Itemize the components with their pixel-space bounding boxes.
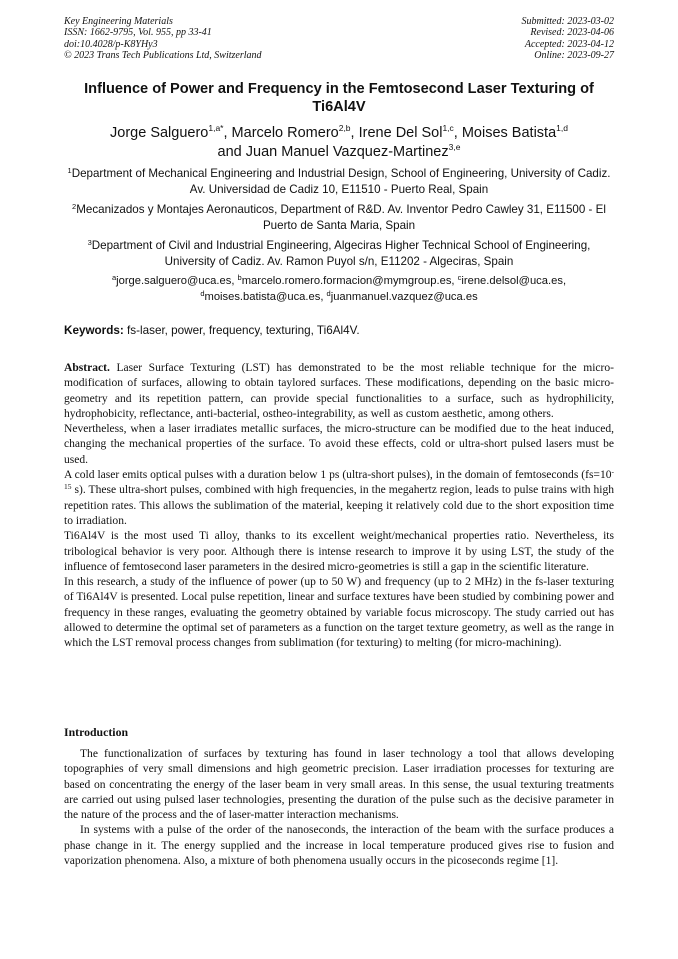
paper-title: Influence of Power and Frequency in the Femtosecond Laser Texturing of Ti6Al4V (84, 81, 594, 115)
date-online: Online: 2023-09-27 (534, 50, 614, 62)
publication-dates (522, 16, 615, 62)
keywords-label: Keywords: (64, 324, 124, 337)
author-affiliation-mark: 1,d (556, 123, 568, 133)
abstract-paragraph (64, 361, 614, 422)
affiliation-text: Department of Mechanical Engineering and Industrial Design, School of Engineering, University of Cadiz. Av. Universidad de Cadiz 10, E11510 - Puerto Real, Spain (71, 167, 611, 196)
author-affiliation-mark: 1,a* (208, 123, 224, 133)
affiliation-1 (64, 166, 614, 197)
email-link[interactable]: juanmanuel.vazquez@uca.es (330, 290, 478, 303)
email-link[interactable]: irene.delsol@uca.es (461, 275, 563, 287)
abstract-paragraph: In this research, a study of the influence of power (up to 50 W) and frequency (up to 2 MHz) in the fs-laser texturing of Ti6Al4V is presented. Local pulse repetition, linear and surface textures have been studied by combining power and frequency in these ranges, evaluating the geometry obtained by variable focus microscopy. The study carried out has allowed to determine the optimal set of parameters as a function on the target texture geometry, as well as the range in which the LST removal process changes from sublimation (for texturing) to melting (for micro-machining). (64, 576, 614, 650)
author-emails (64, 274, 614, 305)
journal-copyright: © 2023 Trans Tech Publications Ltd, Switzerland (64, 50, 262, 62)
affiliation-text: Department of Civil and Industrial Engineering, Algeciras Higher Technical School of Engineering, University of Cadiz. Av. Ramon Puyol s/n, E11202 - Algeciras, Spain (91, 239, 591, 268)
abstract-label: Abstract. (64, 362, 110, 374)
author-affiliation-mark: 2,b (338, 123, 351, 133)
email-separator: , (320, 290, 327, 303)
email-separator: , (562, 275, 567, 287)
introduction-body (64, 747, 614, 869)
affiliation-mark: 3 (87, 238, 92, 247)
email-link[interactable]: jorge.salguero@uca.es (116, 275, 232, 287)
abstract-paragraph: Nevertheless, when a laser irradiates metallic surfaces, the micro-structure can be modified due to the heat induced, changing the mechanical properties of the surface. To avoid these effects, cold or ultra-short pulsed lasers must be used. (64, 423, 614, 466)
author-name: Marcelo Romero (231, 125, 339, 141)
journal-name: Key Engineering Materials (64, 16, 173, 27)
email-link[interactable]: moises.batista@uca.es (204, 290, 321, 303)
section-heading-introduction: Introduction (64, 725, 129, 739)
abstract-paragraph: Ti6Al4V is the most used Ti alloy, thanks to its excellent weight/mechanical properties ratio. Nevertheless, its tribological behavior is very poor. Although there is intense research to improve it by using LST, the study of the influence of femtosecond laser parameters in the desired micro-geometries is still a gap in the scientific literature. (64, 530, 614, 573)
author-name: Irene Del Sol (358, 125, 443, 141)
email-separator: , (231, 275, 238, 287)
email-mark: c (457, 273, 462, 282)
email-mark: d (200, 288, 205, 298)
affiliation-mark: 1 (67, 166, 72, 175)
introduction-paragraph: The functionalization of surfaces by texturing has found in laser technology a tool that allows developing topographies of very small dimensions and high geometric precision. Laser irradiation processes for texturing are based on concentrating the energy of the laser beam in very small areas. In this sense, the usual texturing treatments are carried out using pulsed laser technologies, presenting the duration of the pulse such as the decisive parameter in the nature of the process and the of laser-matter interaction mechanisms. (64, 748, 614, 822)
journal-doi[interactable]: doi:10.4028/p-K8YHy3 (64, 38, 158, 50)
journal-issn: ISSN: 1662-9795, Vol. 955, pp 33-41 (64, 27, 212, 39)
date-submitted: Submitted: 2023-03-02 (521, 16, 614, 27)
email-mark: b (237, 273, 242, 282)
affiliation-text: Mecanizados y Montajes Aeronauticos, Department of R&D. Av. Inventor Pedro Cawley 31, E11500 - El Puerto de Santa Maria, Spain (76, 203, 606, 232)
keywords (64, 323, 614, 338)
exponent: -15 (64, 467, 614, 492)
email-mark: d (326, 288, 331, 298)
author-name: Jorge Salguero (110, 125, 209, 141)
affiliation-mark: 2 (72, 202, 77, 211)
date-accepted: Accepted: 2023-04-12 (524, 38, 614, 50)
abstract-paragraph (64, 468, 614, 529)
introduction-paragraph: In systems with a pulse of the order of the nanoseconds, the interaction of the beam with the surface produces a phase change in it. The energy supplied and the increase in local temperature produced gives rise to fusion and vaporization phenomena. Also, a mixture of both phenomena usually occurs in the picoseconds regime [1]. (64, 824, 614, 868)
author-name: Juan Manuel Vazquez-Martinez (245, 143, 449, 160)
abstract-text: s). These ultra-short pulses, combined with high frequencies, in the megahertz region, leads to pulse trains with high repetition rates. This allows the sublimation of the material, keeping it relatively cold due to the short exposition time to irradiation. (64, 484, 614, 527)
abstract-text: Laser Surface Texturing (LST) has demonstrated to be the most reliable technique for the micro-modification of surfaces, allowing to obtain taylored surfaces. These modifications, depending on the basic micro-geometry and its repetition pattern, can provide special functionalities to a surface, such as hydrophilicity, hydrophobicity, reflectance, anti-bacterial, ostheo-integrability, as well as custom aesthetic, among others. (64, 362, 614, 420)
email-link[interactable]: marcelo.romero.formacion@mymgroup.es (241, 275, 452, 287)
journal-info (64, 16, 262, 62)
email-separator: , (451, 275, 458, 287)
author-affiliation-mark: 3,e (448, 141, 461, 152)
keywords-text: fs-laser, power, frequency, texturing, Ti6Al4V. (127, 324, 360, 337)
date-revised: Revised: 2023-04-06 (530, 27, 614, 39)
affiliation-3 (64, 238, 614, 269)
author-name: Moises Batista (461, 125, 557, 141)
author-separator: , (350, 125, 359, 141)
author-separator: and (217, 143, 246, 160)
author-affiliation-mark: 1,c (442, 123, 454, 133)
affiliation-2 (64, 202, 614, 233)
author-separator: , (223, 125, 232, 141)
abstract (64, 361, 614, 652)
abstract-text: A cold laser emits optical pulses with a duration below 1 ps (ultra-short pulses), in the domain of femtoseconds (fs=10 (64, 469, 612, 482)
author-separator: , (453, 125, 462, 141)
email-mark: a (111, 273, 117, 282)
author-list (64, 124, 614, 161)
